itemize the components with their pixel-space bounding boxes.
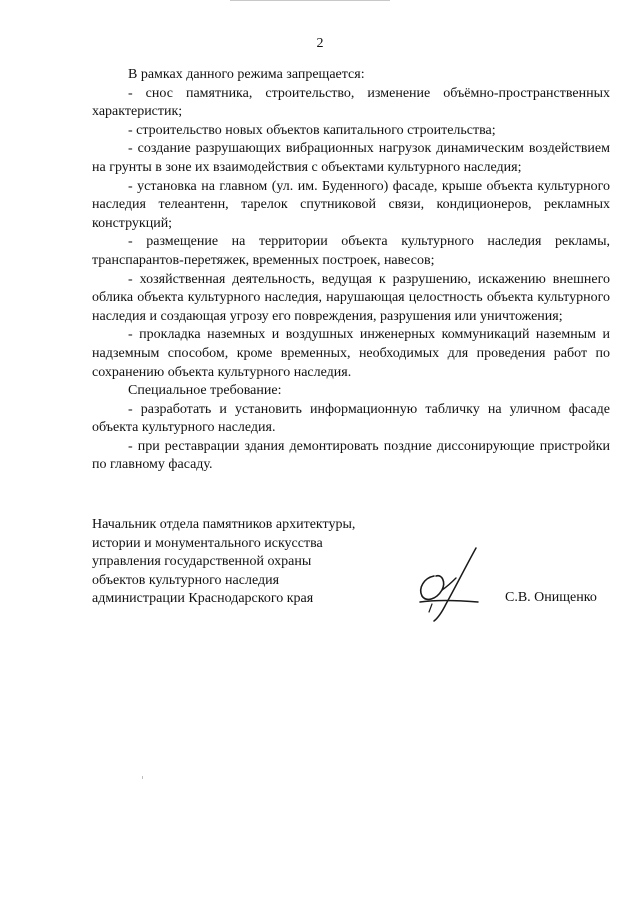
paragraph-restoration: - при реставрации здания демонтировать поздние диссонирующие пристройки по главному фасаду. [92, 438, 610, 473]
handwritten-signature [412, 542, 482, 622]
position-line: истории и монументального искусства [92, 535, 323, 551]
paragraph-special-requirement: Специальное требование: [128, 383, 282, 399]
paragraph-advertising: - размещение на территории объекта культурного наследия рекламы, транспарантов-перетяжек, временных построек, навесов; [92, 234, 610, 268]
paragraph-economic-activity: - хозяйственная деятельность, ведущая к разрушению, искажению внешнего облика объекта культурного наследия, нарушающая целостность объекта культурного наследия и создающая угрозу его повреждения, разрушения или уничтожения; [92, 271, 610, 324]
signer-name: С.В. Онищенко [505, 590, 597, 605]
scan-artifact [142, 776, 143, 779]
position-line: управления государственной охраны [92, 554, 312, 570]
paragraph-new-construction: - строительство новых объектов капитального строительства; [128, 122, 496, 138]
position-line: объектов культурного наследия [92, 572, 280, 588]
paragraph-demolition: - снос памятника, строительство, изменение объёмно-пространственных характеристик; [92, 85, 610, 120]
position-line: администрации Краснодарского края [92, 591, 314, 607]
signatory-position [92, 516, 392, 609]
paragraph-utilities: - прокладка наземных и воздушных инженерных коммуникаций наземным и надземным способом, кроме временных, необходимых для проведения работ по сохранению объекта культурного наследия. [92, 327, 610, 380]
paragraph-antennas: - установка на главном (ул. им. Буденного) фасаде, крыше объекта культурного наследия телеантенн, тарелок спутниковой связи, кондиционеров, рекламных конструкций; [92, 178, 610, 231]
paragraph-prohibitions-intro: В рамках данного режима запрещается: [128, 67, 365, 82]
position-line: Начальник отдела памятников архитектуры, [92, 517, 356, 532]
paragraph-vibration: - создание разрушающих вибрационных нагрузок динамическим воздействием на грунты в зоне их взаимодействия с объектами культурного наследия; [92, 141, 610, 175]
document-body [92, 66, 610, 475]
paragraph-info-plaque: - разработать и установить информационную табличку на уличном фасаде объекта культурного наследия. [92, 401, 610, 436]
page-number: 2 [316, 36, 324, 51]
scan-edge-line [230, 0, 390, 1]
